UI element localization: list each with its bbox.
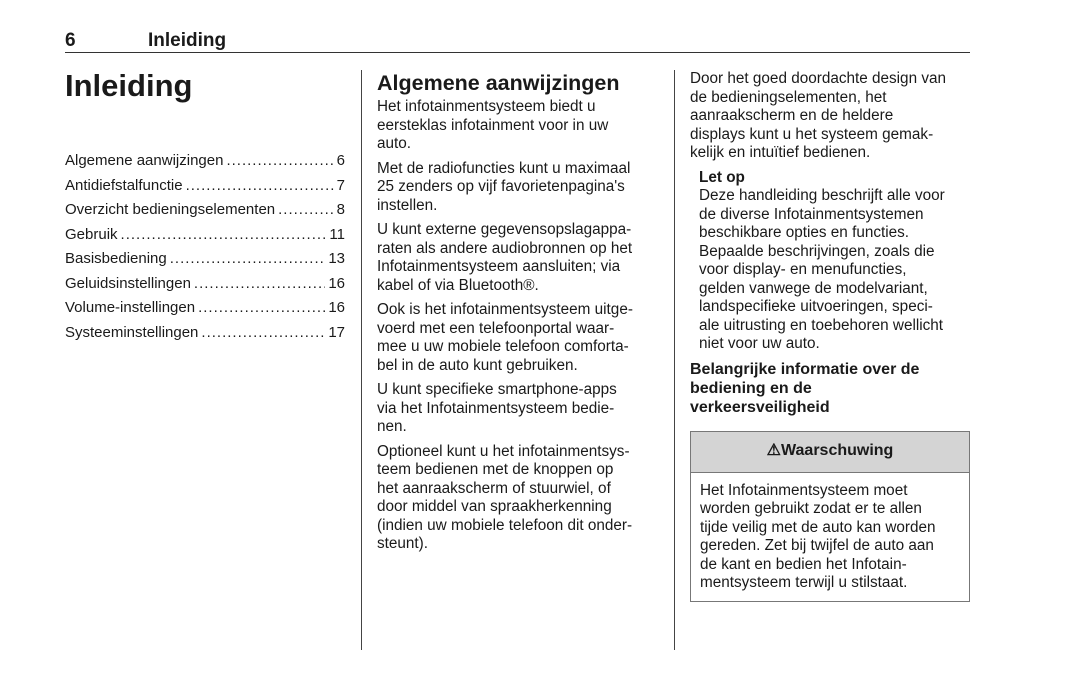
column-2 [377, 70, 667, 560]
toc-page: 7 [336, 176, 345, 194]
toc-label: Antidiefstalfunctie [65, 176, 183, 194]
toc-page: 13 [328, 250, 345, 267]
toc-entry[interactable] [65, 274, 345, 299]
note-title: Let op [699, 168, 745, 186]
toc-page: 6 [336, 152, 345, 169]
toc-page: 8 [336, 201, 345, 218]
toc-page: 16 [328, 274, 345, 292]
paragraph: Het infotainmentsysteem biedt u eersteklas infotainment voor in uw auto. [377, 98, 609, 152]
toc-leader [194, 274, 325, 299]
toc-label: Geluidsinstellingen [65, 274, 191, 292]
toc-page: 16 [328, 299, 345, 316]
toc-page: 11 [329, 225, 345, 243]
toc-label: Gebruik [65, 225, 118, 243]
paragraph: Met de radiofuncties kunt u maximaal 25 zenders op vijf favorietenpagina's instellen. [377, 159, 631, 214]
toc-label: Overzicht bedieningselementen [65, 201, 276, 218]
paragraph: Optioneel kunt u het infotainmentsys- teem bedienen met de knoppen op het aanraakscherm of stuurwiel, of door middel van spraakherkenning (indien uw mobiele telefoon dit onder- steunt). [377, 442, 633, 552]
toc-label: Algemene aanwijzingen [65, 152, 224, 169]
column-3 [690, 70, 975, 602]
column-divider [674, 70, 675, 650]
toc-page: 17 [328, 323, 345, 341]
toc-entry[interactable] [65, 298, 345, 323]
toc-entry[interactable] [65, 200, 345, 225]
warning-box [690, 431, 970, 602]
toc-label: Systeeminstellingen [65, 323, 199, 341]
chapter-title: Inleiding [65, 68, 193, 103]
toc-entry[interactable] [65, 249, 345, 274]
note-text: Deze handleiding beschrijft alle voor de diverse Infotainmentsystemen beschikbare opties en functies. Bepaalde beschrijvingen, zoals die voor display- en menufuncties, gelden vanwege de modelvariant, landspecifieke uitvoeringen, speci- ale uitrusting en toebehoren wellicht niet voor uw auto. [699, 187, 945, 352]
paragraph: U kunt specifieke smartphone-apps via het Infotainmentsysteem bedie- nen. [377, 381, 617, 435]
warning-text: Het Infotainmentsysteem moet worden gebruikt zodat er te allen tijde veilig met de auto kan worden gereden. Zet bij twijfel de auto aan de kant en bedien het Infotain- mentsysteem terwijl u stilstaat. [700, 481, 936, 591]
running-header: Inleiding [148, 30, 227, 51]
table-of-contents [65, 151, 345, 347]
toc-leader [186, 176, 334, 201]
toc-leader [278, 200, 334, 225]
warning-title: Waarschuwing [781, 442, 894, 460]
section-heading: Belangrijke informatie over de bediening en de verkeersveiligheid [690, 360, 920, 416]
paragraph: Ook is het infotainmentsysteem uitge- voerd met een telefoonportal waar- mee u uw mobiele telefoon comforta- bel in de auto kunt gebruiken. [377, 301, 633, 374]
toc-leader [121, 225, 327, 250]
toc-entry[interactable] [65, 151, 345, 176]
paragraph: Door het goed doordachte design van de bedieningselementen, het aanraakscherm en de heldere displays kunt u het systeem gemak- kelijk en intuïtief bedienen. [690, 70, 946, 161]
toc-entry[interactable] [65, 323, 345, 348]
column-divider [361, 70, 362, 650]
toc-leader [198, 298, 325, 323]
warning-header [691, 432, 969, 473]
page-number: 6 [65, 30, 76, 51]
toc-label: Volume-instellingen [65, 299, 196, 316]
toc-label: Basisbediening [65, 250, 167, 267]
toc-leader [201, 323, 325, 348]
warning-triangle-icon: ⚠ [766, 442, 782, 460]
toc-entry[interactable] [65, 225, 345, 250]
toc-leader [170, 249, 326, 274]
section-heading: Algemene aanwijzingen [377, 71, 620, 95]
paragraph: U kunt externe gegevensopslagappa- raten als andere audiobronnen op het Infotainmentsysteem aansluiten; via kabel of via Bluetooth®. [377, 221, 633, 294]
toc-leader [226, 151, 333, 176]
note-block [699, 169, 975, 354]
toc-entry[interactable] [65, 176, 345, 201]
header-rule [65, 52, 970, 53]
